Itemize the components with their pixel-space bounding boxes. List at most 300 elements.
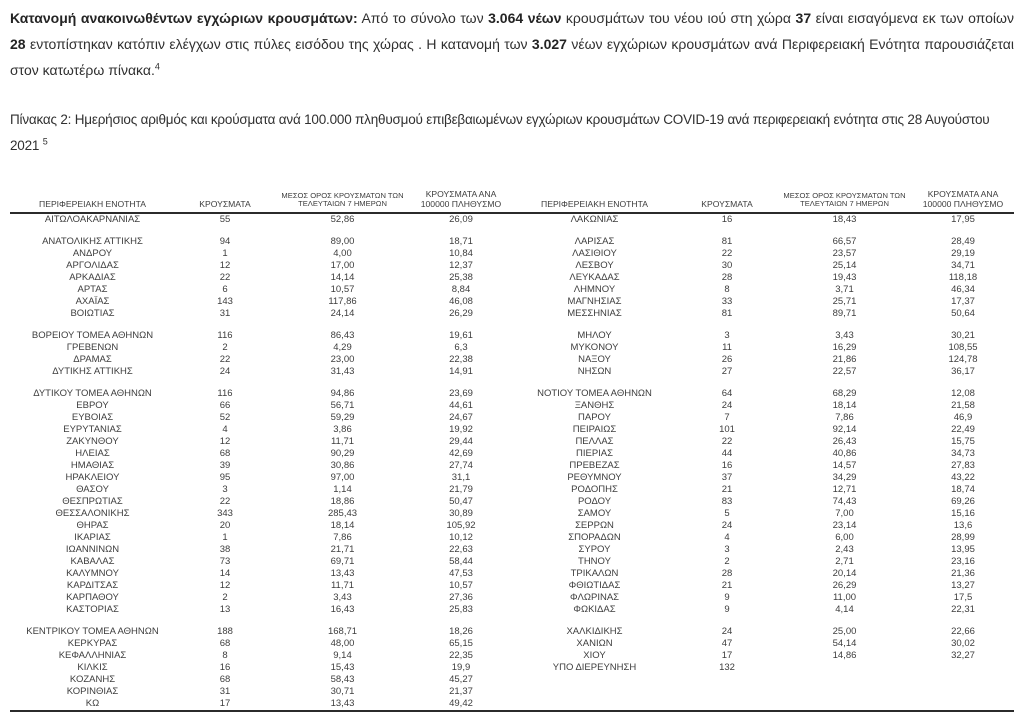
table-cell: 21 [721,580,733,591]
table-cell: 17 [721,650,733,661]
table-cell: 81 [721,308,733,319]
table-cell: 66,57 [832,236,857,247]
table-cell: 132 [719,662,735,673]
table-cell: 23,16 [951,556,975,567]
table-row [10,472,1014,484]
table-cell: 59,29 [330,412,355,423]
table-cell: ΜΗΛΟΥ [577,330,612,341]
table-cell: 25,38 [449,272,473,283]
table-cell: 64 [721,388,733,399]
header-avg7-left: ΜΕΣΟΣ ΟΡΟΣ ΚΡΟΥΣΜΑΤΩΝ ΤΩΝ ΤΕΛΕΥΤΑΙΩΝ 7 ΗΜΕΡΩΝ [275,190,410,213]
table-cell: 23,57 [832,248,857,259]
table-cell: 14,91 [449,366,473,377]
table-cell: 3 [724,544,730,555]
table-cell: ΗΛΕΙΑΣ [75,448,110,459]
table-cell: 14,14 [330,272,355,283]
table-cell: 6 [222,284,228,295]
table-cell: ΚΑΡΔΙΤΣΑΣ [66,580,119,591]
table-cell: 73 [219,556,231,567]
table-cell: 22 [219,496,231,507]
table-cell: ΘΑΣΟΥ [76,484,109,495]
table-cell: 12,37 [449,260,473,271]
table-cell: 95 [219,472,231,483]
table-cell: 27,36 [449,592,473,603]
table-cell: ΚΕΦΑΛΛΗΝΙΑΣ [58,650,127,661]
table-cell: 52 [219,412,231,423]
table-row [10,272,1014,284]
table-cell: 22,31 [951,604,975,615]
table-cell: ΡΕΘΥΜΝΟΥ [567,472,622,483]
table-cell: 22,57 [832,366,857,377]
table-cell: 10,12 [449,532,473,543]
table-cell [912,698,1014,711]
table-cell: 29,44 [449,436,473,447]
table-cell: ΑΡΓΟΛΙΔΑΣ [66,260,119,271]
table-cell: 23,00 [330,354,355,365]
table-cell: 15,16 [951,508,975,519]
table-row [10,532,1014,544]
table-cell: 26,09 [449,214,473,225]
table-row [10,213,1014,226]
table-cell: ΕΥΒΟΙΑΣ [71,412,114,423]
table-cell: 30,86 [330,460,355,471]
table-cell: 81 [721,236,733,247]
table-cell: 27 [721,366,733,377]
table-cell: 25,71 [832,296,857,307]
table-cell: 16 [721,214,733,225]
table-cell: ΝΗΣΩΝ [577,366,612,377]
table-cell: 21,36 [951,568,975,579]
spacer-row [10,616,1014,626]
table-cell [512,674,677,686]
table-cell: 17,00 [330,260,355,271]
table-cell: ΣΕΡΡΩΝ [575,520,614,531]
table-row [10,484,1014,496]
table-cell: 5 [724,508,730,519]
table-row [10,448,1014,460]
table-row [10,508,1014,520]
table-cell: 26 [721,354,733,365]
table-row [10,260,1014,272]
table-cell: 4,00 [333,248,352,259]
table-cell: 116 [217,330,233,341]
table-cell: 8 [222,650,228,661]
table-cell: 24,14 [330,308,355,319]
table-cell: 44 [721,448,733,459]
table-cell: ΑΧΑΪΑΣ [75,296,110,307]
table-row [10,284,1014,296]
table-cell: 4,29 [333,342,352,353]
table-header-row [10,190,1014,213]
table-cell: 28 [721,568,733,579]
table-cell: 31,43 [330,366,355,377]
table-cell [677,674,777,686]
table-cell: 26,29 [449,308,473,319]
table-row [10,400,1014,412]
table-cell: 8,84 [451,284,471,295]
table-cell: ΜΕΣΣΗΝΙΑΣ [567,308,622,319]
table-cell: ΕΥΡΥΤΑΝΙΑΣ [63,424,122,435]
table-row [10,698,1014,711]
table-cell: 2,43 [835,544,854,555]
table-cell: 3,43 [835,330,854,341]
table-cell: 38 [219,544,231,555]
table-cell: ΧΑΝΙΩΝ [576,638,613,649]
table-cell: 49,42 [449,698,473,709]
table-cell: ΜΥΚΟΝΟΥ [570,342,619,353]
table-cell: 26,43 [832,436,857,447]
table-cell: 116 [217,388,233,399]
table-cell: 25,00 [832,626,857,637]
table-cell: ΑΙΤΩΛΟΑΚΑΡΝΑΝΙΑΣ [44,214,141,225]
table-cell: 11,71 [330,436,355,447]
table-cell: ΡΟΔΟΠΗΣ [571,484,618,495]
table-cell: 3 [724,330,730,341]
table-row [10,330,1014,342]
table-cell: 34,71 [951,260,975,271]
table-cell: 19,92 [449,424,473,435]
table-cell: 19,43 [832,272,857,283]
table-cell: 15,75 [951,436,975,447]
table-row [10,354,1014,366]
table-row [10,236,1014,248]
table-cell: ΠΕΛΛΑΣ [575,436,614,447]
table-cell: 14,86 [832,650,857,661]
table-cell: 92,14 [832,424,857,435]
table-cell: 34,29 [832,472,857,483]
table-cell: 12,08 [951,388,975,399]
table-cell: 69,26 [951,496,975,507]
table-cell [512,698,677,711]
table-cell: 16 [219,662,231,673]
table-cell: ΥΠΟ ΔΙΕΡΕΥΝΗΣΗ [552,662,637,673]
table-cell: ΧΑΛΚΙΔΙΚΗΣ [566,626,623,637]
table-cell: ΚΑΡΠΑΘΟΥ [66,592,119,603]
table-cell: 1 [222,248,228,259]
table-cell: ΗΜΑΘΙΑΣ [70,460,115,471]
table-row [10,638,1014,650]
table-cell: 16,29 [832,342,857,353]
table-cell: 117,86 [328,296,357,307]
table-cell: 3,43 [333,592,352,603]
table-cell: 68 [219,448,231,459]
table-cell: 86,43 [330,330,355,341]
table-cell [777,674,912,686]
table-cell: 28,49 [951,236,975,247]
table-row [10,604,1014,616]
table-cell: ΝΟΤΙΟΥ ΤΟΜΕΑ ΑΘΗΝΩΝ [537,388,652,399]
table-cell: ΒΟΙΩΤΙΑΣ [70,308,115,319]
table-cell: 46,34 [951,284,975,295]
table-cell: 89,71 [832,308,857,319]
table-cell: ΦΛΩΡΙΝΑΣ [569,592,620,603]
table-cell: 18,26 [449,626,473,637]
table-cell [512,686,677,698]
table-cell: ΛΑΡΙΣΑΣ [574,236,615,247]
table-cell: 3 [222,484,228,495]
table-cell: 66 [219,400,231,411]
table-row [10,460,1014,472]
table-cell: 22 [219,354,231,365]
table-cell: ΘΕΣΣΑΛΟΝΙΚΗΣ [55,508,130,519]
table-cell: ΔΥΤΙΚΟΥ ΤΟΜΕΑ ΑΘΗΝΩΝ [33,388,152,399]
table-cell [677,698,777,711]
table-cell: 12 [219,580,231,591]
table-cell: 69,71 [330,556,355,567]
table-cell: 34,73 [951,448,975,459]
table-cell: 58,43 [330,674,355,685]
table-cell: 8 [724,284,730,295]
table-cell: 101 [719,424,735,435]
table-cell: 17 [219,698,231,709]
table-cell: 21,71 [330,544,355,555]
header-per100k-right: ΚΡΟΥΣΜΑΤΑ ΑΝΑ 100000 ΠΛΗΘΥΣΜΟ [912,190,1014,213]
spacer-row [10,320,1014,330]
table-row [10,308,1014,320]
table-cell: 6,00 [835,532,854,543]
table-cell: 15,43 [330,662,355,673]
table-cell: 30,71 [330,686,355,697]
table-cell: 12 [219,436,231,447]
table-cell: ΜΑΓΝΗΣΙΑΣ [567,296,622,307]
table-cell: 24 [721,520,733,531]
table-cell: 44,61 [449,400,473,411]
table-cell: 4 [724,532,730,543]
table-cell: 12 [219,260,231,271]
table-cell: 17,95 [951,214,975,225]
table-cell: ΕΒΡΟΥ [76,400,109,411]
table-cell: 285,43 [327,508,358,519]
table-cell: 2 [222,342,228,353]
table-cell: 2,71 [835,556,854,567]
table-cell: 22 [219,272,231,283]
table-cell: 18,14 [832,400,857,411]
table-cell: 37 [721,472,733,483]
table-cell: 31,1 [451,472,471,483]
table-cell: ΠΑΡΟΥ [578,412,611,423]
table-cell: 143 [217,296,233,307]
table-cell [912,674,1014,686]
table-cell: 10,84 [449,248,473,259]
table-cell: ΙΚΑΡΙΑΣ [74,532,111,543]
table-cell: ΚΟΡΙΝΘΙΑΣ [66,686,119,697]
table-cell: 11,00 [832,592,857,603]
table-cell: 30,89 [449,508,473,519]
header-per100k-left: ΚΡΟΥΣΜΑΤΑ ΑΝΑ 100000 ΠΛΗΘΥΣΜΟ [410,190,512,213]
table-cell: 28 [721,272,733,283]
table-cell: 18,74 [951,484,975,495]
table-row [10,436,1014,448]
table-cell: 188 [217,626,233,637]
table-cell [912,686,1014,698]
table-cell: ΘΕΣΠΡΩΤΙΑΣ [62,496,123,507]
table-cell: 31 [219,308,231,319]
table-cell: 68 [219,638,231,649]
table-cell: ΛΕΥΚΑΔΑΣ [569,272,620,283]
table-cell: 18,14 [330,520,355,531]
table-cell: 30,02 [951,638,975,649]
table-cell: ΠΙΕΡΙΑΣ [575,448,614,459]
table-cell: ΧΙΟΥ [583,650,606,661]
table-cell: 124,78 [948,354,978,365]
table-cell: 22,66 [951,626,975,637]
table-cell: ΦΩΚΙΔΑΣ [573,604,616,615]
table-cell: ΛΑΣΙΘΙΟΥ [572,248,617,259]
table-cell: 90,29 [330,448,355,459]
table-cell: 26,29 [832,580,857,591]
table-cell: 31 [219,686,231,697]
table-cell: 21,37 [449,686,473,697]
table-row [10,496,1014,508]
table-cell: 13,27 [951,580,975,591]
table-cell: 55 [219,214,231,225]
table-cell [777,698,912,711]
intro-paragraph: Κατανομή ανακοινωθέντων εγχώριων κρουσμάτων: Από το σύνολο των 3.064 νέων κρουσμάτων του νέου ιού στη χώρα 37 είναι εισαγόμενα εκ των οποίων 28 εντοπίστηκαν κατόπιν ελέγχων στις πύλες εισόδου της χώρας . Η κατανομή των 3.027 νέων εγχώριων κρουσμάτων ανά Περιφερειακή Ενότητα παρουσιάζεται στον κατωτέρω πίνακα.$^4$ [10,10,1014,78]
table-cell: 21,79 [449,484,473,495]
table-cell: 22 [721,248,733,259]
table-cell: 68,29 [832,388,857,399]
table-cell: 10,57 [330,284,355,295]
table-cell: 54,14 [832,638,857,649]
table-row [10,544,1014,556]
table-cell: 2 [222,592,228,603]
table-cell: ΘΗΡΑΣ [76,520,109,531]
table-cell: 29,19 [951,248,975,259]
header-avg7-right: ΜΕΣΟΣ ΟΡΟΣ ΚΡΟΥΣΜΑΤΩΝ ΤΩΝ ΤΕΛΕΥΤΑΙΩΝ 7 ΗΜΕΡΩΝ [777,190,912,213]
table-cell: ΛΗΜΝΟΥ [573,284,616,295]
table-cell: 22,49 [951,424,975,435]
table-cell: ΦΘΙΩΤΙΔΑΣ [568,580,621,591]
table-cell: 28,99 [951,532,975,543]
table-cell [677,686,777,698]
table-cell: ΚΙΛΚΙΣ [77,662,108,673]
table-cell: 7,86 [333,532,352,543]
table-cell: 9 [724,592,730,603]
table-row [10,650,1014,662]
table-cell [777,662,912,674]
table-row [10,248,1014,260]
table-cell: 10,57 [449,580,473,591]
spacer-row [10,226,1014,236]
table-cell: ΡΟΔΟΥ [577,496,612,507]
table-cell: 19,9 [451,662,471,673]
table-cell: 20,14 [832,568,857,579]
table-cell: ΑΝΔΡΟΥ [72,248,113,259]
table-row [10,520,1014,532]
table-cell: 43,22 [951,472,975,483]
table-cell: 27,74 [449,460,473,471]
table-cell: 21,86 [832,354,857,365]
table-cell: 16,43 [330,604,355,615]
table-cell: 24 [721,626,733,637]
header-cases-left: ΚΡΟΥΣΜΑΤΑ [175,190,275,213]
table-cell: ΑΡΚΑΔΙΑΣ [69,272,116,283]
table-cell: ΤΗΝΟΥ [578,556,611,567]
table-cell: 11,71 [330,580,355,591]
table-cell: 18,43 [832,214,857,225]
table-cell: 50,47 [449,496,473,507]
table-cell: 343 [217,508,233,519]
table-cell: 4,14 [835,604,854,615]
table-cell: ΔΡΑΜΑΣ [73,354,112,365]
table-row [10,592,1014,604]
table-cell: ΠΡΕΒΕΖΑΣ [569,460,620,471]
table-cell: 118,18 [948,272,978,283]
table-cell: 30 [721,260,733,271]
table-cell: ΚΩ [85,698,100,709]
table-cell: ΚΑΒΑΛΑΣ [70,556,115,567]
table-cell: ΑΝΑΤΟΛΙΚΗΣ ΑΤΤΙΚΗΣ [42,236,143,247]
table-cell: ΛΕΣΒΟΥ [575,260,614,271]
table-cell: 47,53 [449,568,473,579]
table-cell: 7,00 [835,508,854,519]
table-cell [912,662,1014,674]
table-row [10,556,1014,568]
table-cell: ΓΡΕΒΕΝΩΝ [66,342,119,353]
table-cell: 65,15 [449,638,473,649]
table-cell: 18,86 [330,496,355,507]
table-cell: 17,37 [951,296,975,307]
table-cell: ΑΡΤΑΣ [77,284,108,295]
table-cell: 11 [722,342,732,353]
table-cell: 9,14 [333,650,352,661]
table-row [10,674,1014,686]
table-cell: 14,57 [832,460,857,471]
table-row [10,366,1014,378]
table-cell: 42,69 [449,448,473,459]
table-cell: 14 [219,568,231,579]
table-cell: 48,00 [330,638,355,649]
table-row [10,296,1014,308]
table-cell: ΛΑΚΩΝΙΑΣ [570,214,619,225]
table-cell: 7 [724,412,730,423]
table-cell: 46,08 [449,296,473,307]
table-cell: 13 [219,604,231,615]
table-cell: 13,43 [330,568,355,579]
table-cell: 2 [724,556,730,567]
header-cases-right: ΚΡΟΥΣΜΑΤΑ [677,190,777,213]
header-region-right: ΠΕΡΙΦΕΡΕΙΑΚΗ ΕΝΟΤΗΤΑ [512,190,677,213]
table-cell: ΠΕΙΡΑΙΩΣ [572,424,617,435]
spacer-row [10,378,1014,388]
table-cell: 24,67 [449,412,473,423]
header-region-left: ΠΕΡΙΦΕΡΕΙΑΚΗ ΕΝΟΤΗΤΑ [10,190,175,213]
table-cell: ΚΟΖΑΝΗΣ [69,674,116,685]
table-cell: 94 [219,236,231,247]
table-cell: 47 [721,638,733,649]
table-cell: ΣΠΟΡΑΔΩΝ [568,532,621,543]
table-cell: ΒΟΡΕΙΟΥ ΤΟΜΕΑ ΑΘΗΝΩΝ [31,330,154,341]
table-cell: ΣΑΜΟΥ [577,508,612,519]
table-cell: 4 [222,424,228,435]
table-cell: 74,43 [832,496,857,507]
table-cell: 56,71 [330,400,355,411]
table-row [10,342,1014,354]
table-row [10,424,1014,436]
table-cell: 32,27 [951,650,975,661]
table-cell: ΙΩΑΝΝΙΝΩΝ [65,544,120,555]
table-row [10,580,1014,592]
table-cell: 22,38 [449,354,473,365]
table-row [10,388,1014,400]
table-cell: 50,64 [951,308,975,319]
table-row [10,568,1014,580]
table-cell: 13,43 [330,698,355,709]
table-cell: ΤΡΙΚΑΛΩΝ [570,568,619,579]
table-cell: 22,63 [449,544,473,555]
table-cell: 25,83 [449,604,473,615]
table-cell: 39 [219,460,231,471]
